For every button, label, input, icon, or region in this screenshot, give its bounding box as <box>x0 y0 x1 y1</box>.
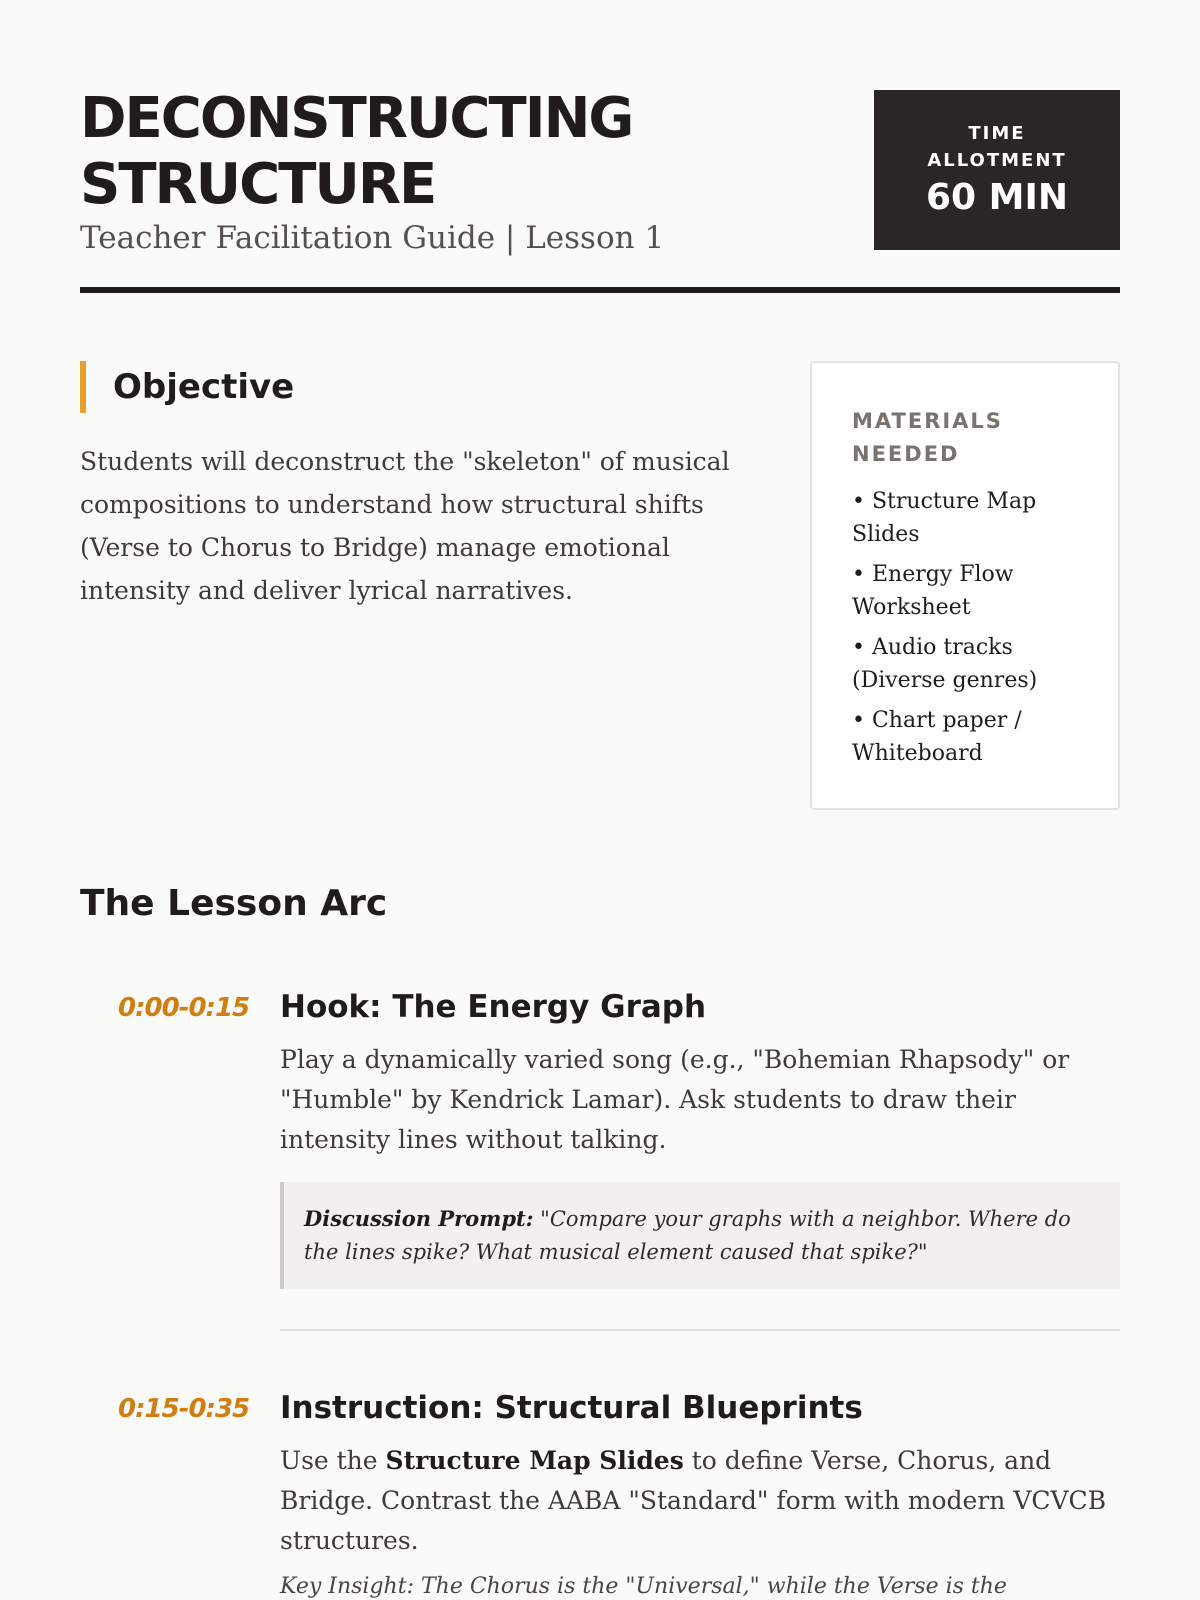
step-body <box>280 1387 1120 1600</box>
objective-section <box>80 360 760 612</box>
lesson-guide-page <box>80 0 1120 1600</box>
header-divider <box>80 287 1120 293</box>
step-text-after: to define Verse, Chorus, and Bridge. Contrast the AABA "Standard" form with modern VCVCB structures. <box>280 1446 1107 1555</box>
materials-title <box>852 405 1088 471</box>
step-title: Hook: The Energy Graph <box>280 989 707 1025</box>
time-label-line-1: TIME <box>968 123 1026 144</box>
document-subtitle: Teacher Facilitation Guide | Lesson 1 <box>80 220 665 256</box>
document-header <box>80 86 1120 294</box>
step-time: 0:00-0:15 <box>118 993 250 1023</box>
time-allotment-value: 60 MIN <box>926 177 1068 218</box>
materials-item: • Energy Flow Worksheet <box>852 562 1014 620</box>
discussion-prompt-box <box>280 1182 1120 1289</box>
time-allotment-label <box>874 120 1120 174</box>
materials-title-line-1: MATERIALS <box>852 409 1003 433</box>
step-title: Instruction: Structural Blueprints <box>280 1390 863 1426</box>
lesson-arc-heading: The Lesson Arc <box>80 883 388 924</box>
materials-card <box>810 361 1120 810</box>
objective-text: Students will deconstruct the "skeleton" of musical compositions to understand how structural shifts (Verse to Chorus to Bridge) manage emotional intensity and deliver lyrical narratives. <box>80 447 730 605</box>
step-text-before: Use the <box>280 1446 386 1475</box>
step-divider <box>280 1329 1120 1331</box>
time-label-line-2: ALLOTMENT <box>927 150 1067 171</box>
discussion-prompt-text: "Compare your graphs with a neighbor. Where do the lines spike? What musical element caused that spike?" <box>304 1207 1071 1264</box>
discussion-prompt-label: Discussion Prompt: <box>304 1206 534 1231</box>
step-description: Play a dynamically varied song (e.g., "Bohemian Rhapsody" or "Humble" by Kendrick Lamar). Ask students to draw their intensity lines without talking. <box>280 1045 1070 1154</box>
step-description <box>280 1441 1120 1561</box>
materials-list <box>852 485 1088 770</box>
structure-map-slides-reference: Structure Map Slides <box>385 1446 684 1475</box>
title-line-2: STRUCTURE <box>80 152 436 217</box>
step-time: 0:15-0:35 <box>118 1394 250 1424</box>
materials-title-line-2: NEEDED <box>852 442 960 466</box>
materials-item: • Audio tracks (Diverse genres) <box>852 635 1038 693</box>
objective-heading: Objective <box>80 360 760 414</box>
step-body <box>280 986 1120 1331</box>
document-title <box>80 86 780 218</box>
time-allotment-badge <box>874 90 1120 250</box>
key-insight-text: Key Insight: The Chorus is the "Universal," while the Verse is the <box>280 1574 1007 1599</box>
materials-item: • Chart paper / Whiteboard <box>852 708 1022 766</box>
title-line-1: DECONSTRUCTING <box>80 86 633 151</box>
materials-item: • Structure Map Slides <box>852 489 1037 547</box>
